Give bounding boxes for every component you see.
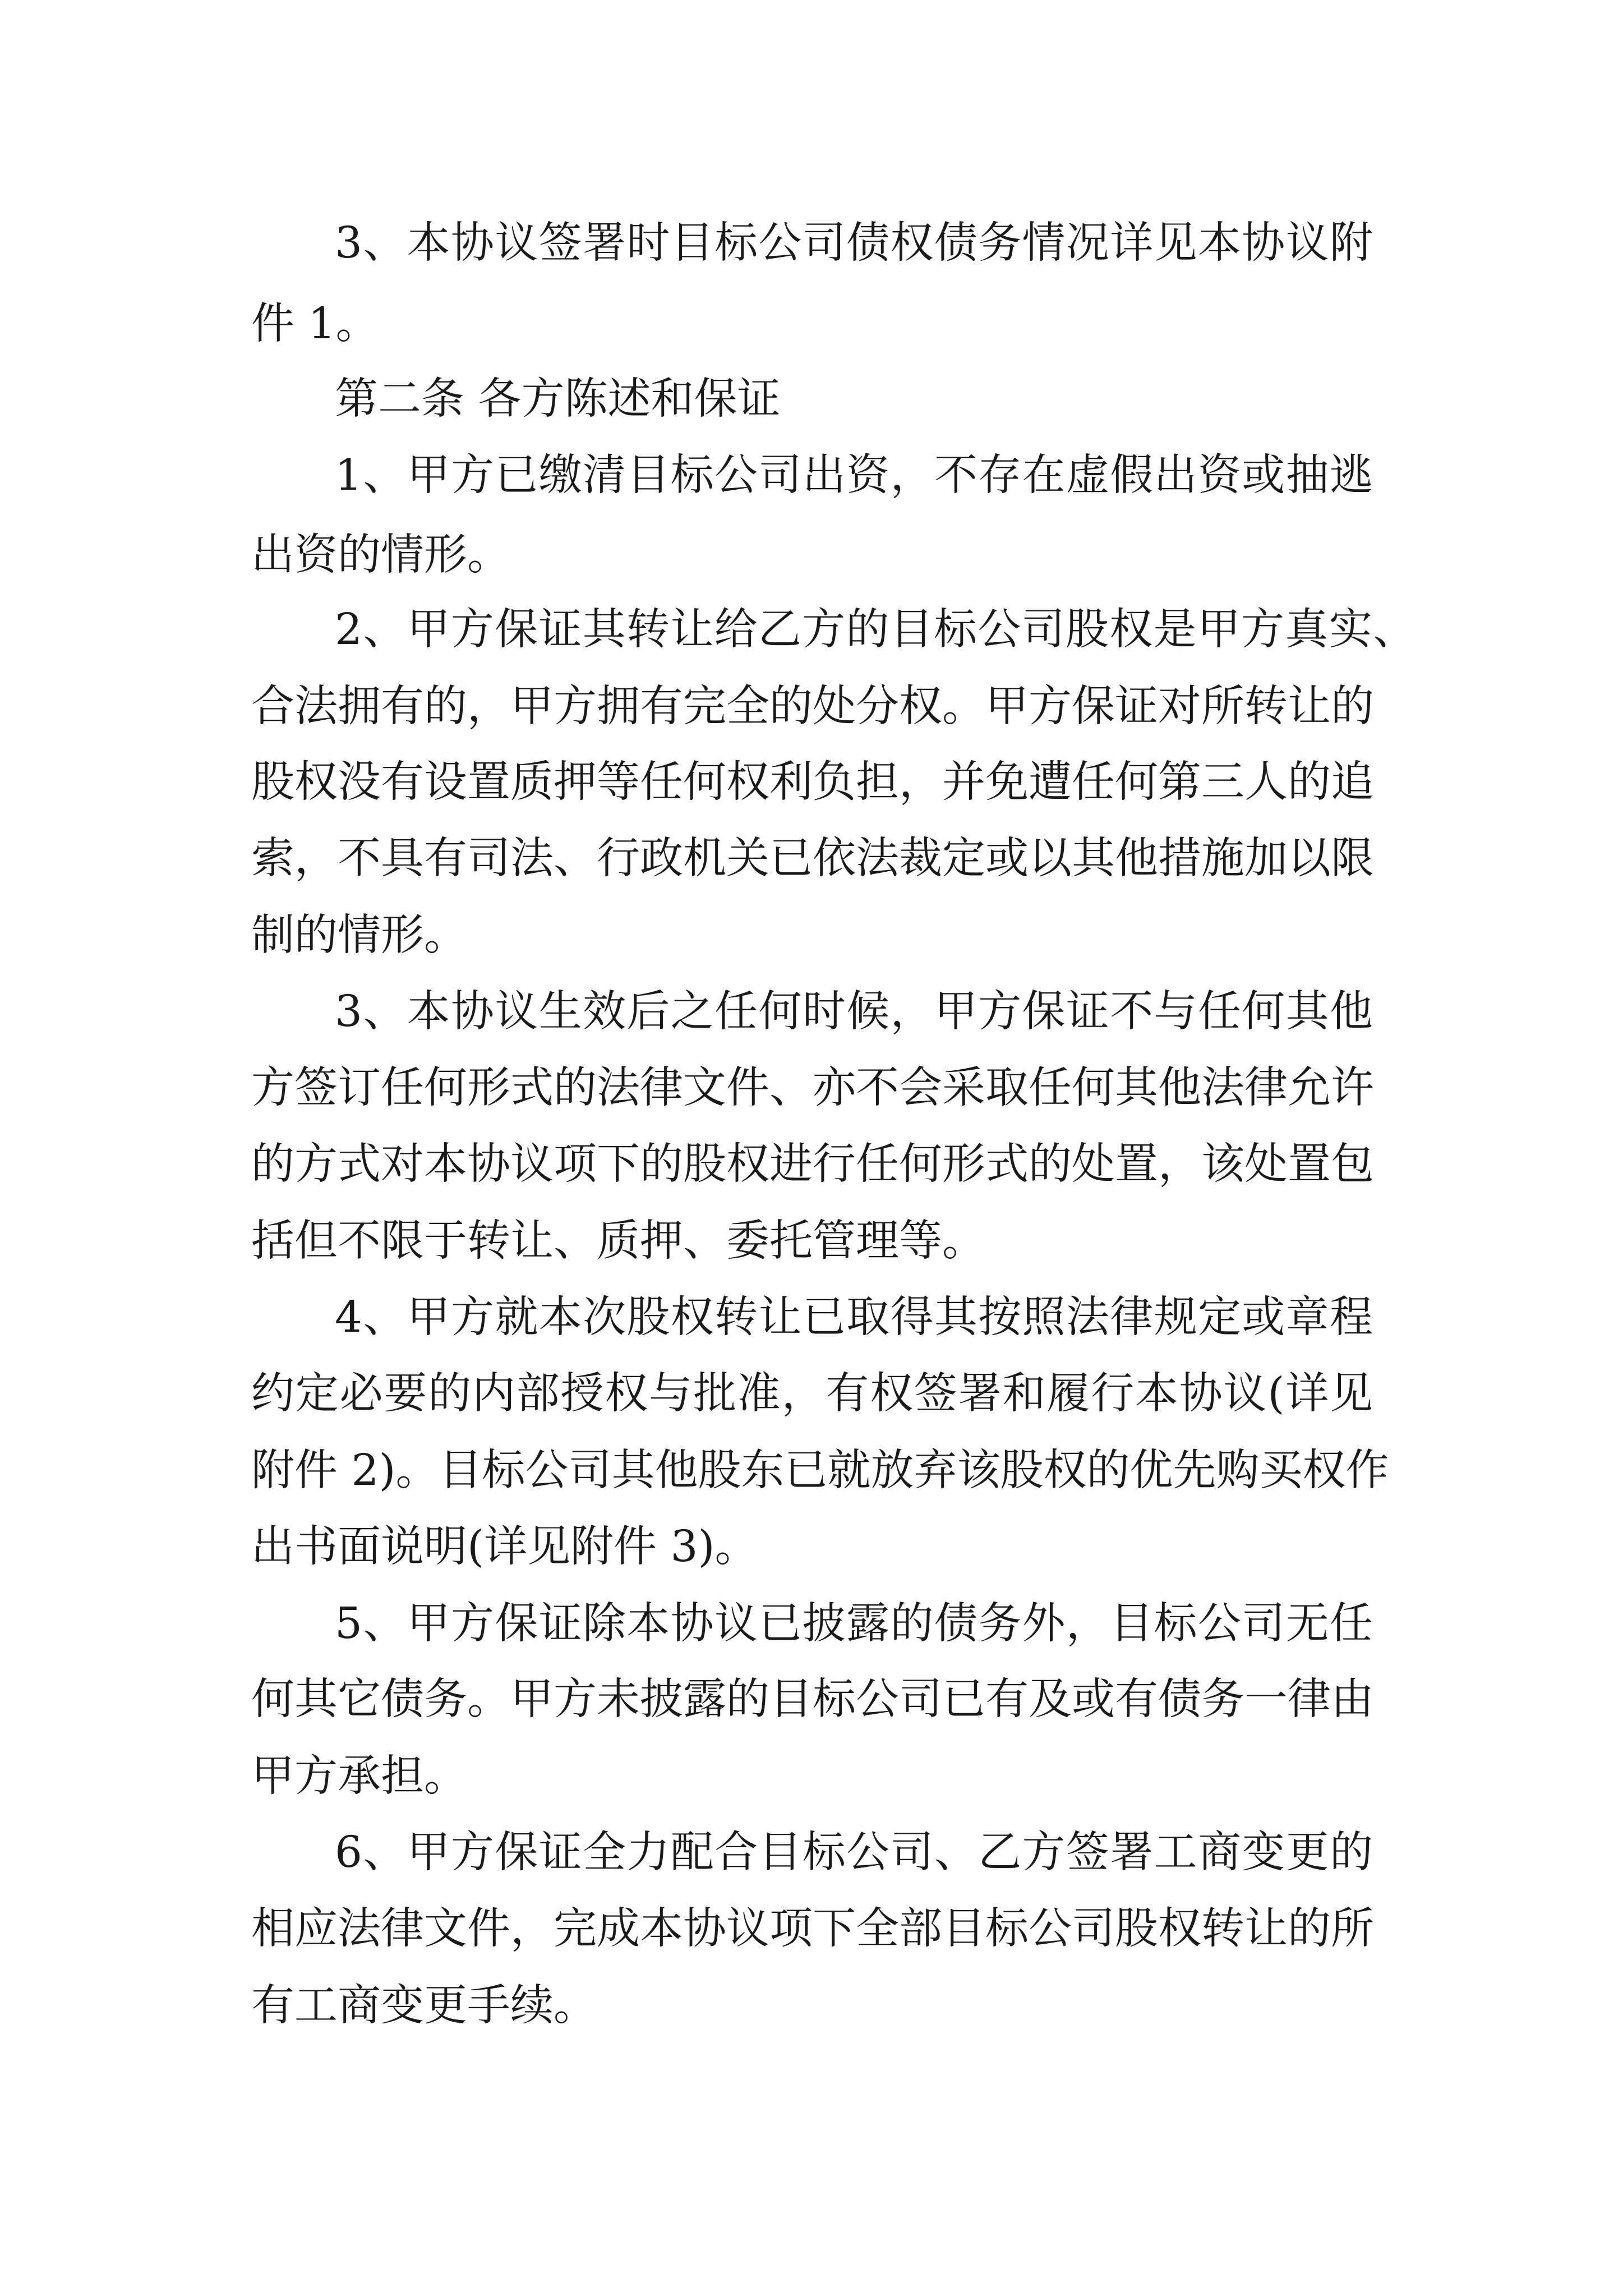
clause-3-line-4: 括但不限于转让、质押、委托管理等。 [251, 1216, 985, 1266]
clause-4-line-2: 约定必要的内部授权与批准，有权签署和履行本协议(详见 [251, 1369, 1373, 1419]
clause-3-line-1: 3、本协议生效后之任何时候，甲方保证不与任何其他 [335, 987, 1373, 1037]
clause-1-line-1: 1、甲方已缴清目标公司出资，不存在虚假出资或抽逃 [335, 450, 1373, 500]
paragraph-3-debts-line-1: 3、本协议签署时目标公司债权债务情况详见本协议附 [335, 218, 1373, 268]
clause-5-line-3: 甲方承担。 [251, 1751, 467, 1801]
clause-2-line-4: 索，不具有司法、行政机关已依法裁定或以其他措施加以限 [251, 834, 1374, 884]
clause-6-line-2: 相应法律文件，完成本协议项下全部目标公司股权转让的所 [251, 1904, 1374, 1954]
clause-5-line-1: 5、甲方保证除本协议已披露的债务外，目标公司无任 [335, 1599, 1373, 1649]
clause-3-line-2: 方签订任何形式的法律文件、亦不会采取任何其他法律允许 [251, 1063, 1374, 1113]
clause-2-line-5: 制的情形。 [251, 910, 467, 960]
clause-2-line-3: 股权没有设置质押等任何权利负担，并免遭任何第三人的追 [251, 757, 1374, 807]
clause-2-line-1: 2、甲方保证其转让给乙方的目标公司股权是甲方真实、 [335, 605, 1416, 655]
clause-5-line-2: 何其它债务。甲方未披露的目标公司已有及或有债务一律由 [251, 1674, 1374, 1724]
clause-3-line-3: 的方式对本协议项下的股权进行任何形式的处置，该处置包 [251, 1139, 1374, 1189]
article-2-title: 第二条 各方陈述和保证 [335, 374, 781, 424]
clause-1-line-2: 出资的情形。 [251, 530, 510, 580]
clause-4-line-4: 出书面说明(详见附件 3)。 [251, 1522, 758, 1572]
clause-6-line-1: 6、甲方保证全力配合目标公司、乙方签署工商变更的 [335, 1828, 1373, 1878]
clause-2-line-2: 合法拥有的，甲方拥有完全的处分权。甲方保证对所转让的 [251, 682, 1374, 731]
clause-6-line-3: 有工商变更手续。 [251, 1981, 597, 2031]
paragraph-3-debts-line-2: 件 1。 [251, 299, 379, 349]
clause-4-line-3: 附件 2)。目标公司其他股东已就放弃该股权的优先购买权作 [251, 1446, 1389, 1496]
clause-4-line-1: 4、甲方就本次股权转让已取得其按照法律规定或章程 [335, 1292, 1373, 1342]
